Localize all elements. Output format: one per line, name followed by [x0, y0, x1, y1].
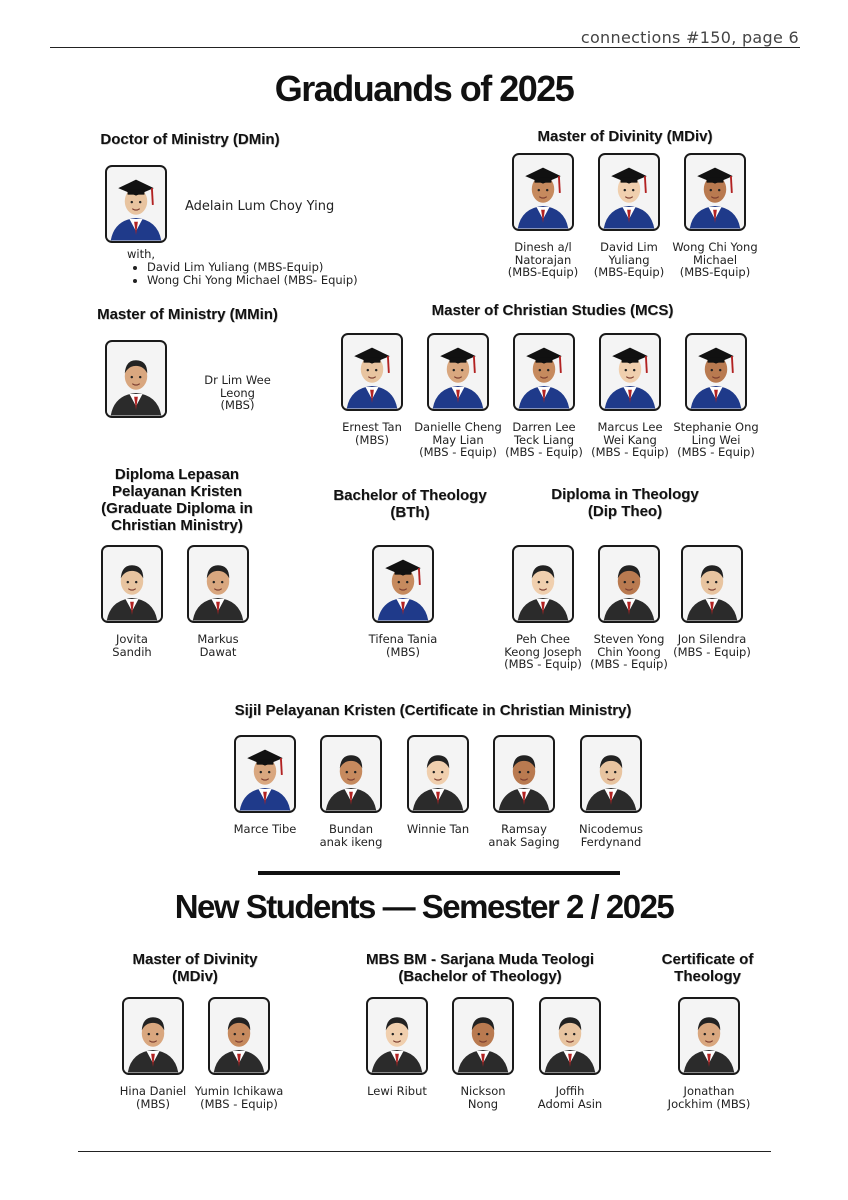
graduate-photo — [427, 333, 489, 411]
graduate-photo — [684, 153, 746, 231]
graduate-photo — [580, 735, 642, 813]
graduate-name: Nicodemus Ferdynand — [578, 822, 643, 849]
graduate-photo — [366, 997, 428, 1075]
graduate-photo — [512, 545, 574, 623]
graduate-name: Lewi Ribut — [367, 1084, 427, 1098]
graduate-name: Markus Dawat — [197, 632, 239, 659]
graduate-photo — [452, 997, 514, 1075]
dmin-person-name: Adelain Lum Choy Ying — [185, 199, 335, 214]
graduate-photo — [681, 545, 743, 623]
graduate-photo — [539, 997, 601, 1075]
graduate-photo — [208, 997, 270, 1075]
bm-heading: MBS BM - Sarjana Muda Teologi (Bachelor of Theology) — [365, 951, 595, 985]
mdiv-heading: Master of Divinity (MDiv) — [537, 128, 713, 145]
mmin-photo — [105, 340, 167, 418]
bth-heading: Bachelor of Theology (BTh) — [333, 487, 487, 521]
mcs-heading: Master of Christian Studies (MCS) — [431, 302, 674, 319]
with-item: • Wong Chi Yong Michael (MBS- Equip) — [147, 274, 358, 287]
graduate-photo — [493, 735, 555, 813]
graduate-photo — [407, 735, 469, 813]
graduate-photo — [341, 333, 403, 411]
graduate-photo — [372, 545, 434, 623]
graduate-name: Yumin Ichikawa (MBS - Equip) — [194, 1084, 284, 1111]
dmin-with-list — [127, 248, 358, 287]
graduate-name: Hina Daniel (MBS) — [119, 1084, 187, 1111]
graduate-name: Steven Yong Chin Yoong (MBS - Equip) — [590, 632, 668, 671]
graduate-name: Ramsay anak Saging — [488, 822, 560, 849]
graduate-name: Jovita Sandih — [112, 632, 152, 659]
graduate-name: Darren Lee Teck Liang (MBS - Equip) — [505, 420, 583, 459]
graduate-name: Jon Silendra (MBS - Equip) — [673, 632, 751, 659]
cert-heading: Certificate of Theology — [661, 951, 754, 985]
graduate-name: Tifena Tania (MBS) — [368, 632, 438, 659]
diptheo-heading: Diploma in Theology (Dip Theo) — [551, 486, 699, 520]
graduate-photo — [513, 333, 575, 411]
mmin-heading: Master of Ministry (MMin) — [97, 306, 278, 323]
dmin-heading: Doctor of Ministry (DMin) — [100, 131, 280, 148]
graduate-name: Bundan anak ikeng — [319, 822, 383, 849]
graduate-name: Peh Chee Keong Joseph (MBS - Equip) — [504, 632, 582, 671]
graduate-photo — [320, 735, 382, 813]
graduate-name: Dinesh a/l Natorajan (MBS-Equip) — [507, 240, 579, 279]
section-divider — [258, 871, 620, 875]
dlpk-heading: Diploma Lepasan Pelayanan Kristen (Graduate Diploma in Christian Ministry) — [101, 466, 253, 534]
graduate-name: Danielle Cheng May Lian (MBS - Equip) — [414, 420, 502, 459]
page-header: connections #150, page 6 — [580, 28, 799, 47]
graduate-photo — [187, 545, 249, 623]
graduate-name: Nickson Nong — [460, 1084, 506, 1111]
graduands-title: Graduands of 2025 — [274, 68, 574, 109]
graduate-photo — [101, 545, 163, 623]
graduate-photo — [678, 997, 740, 1075]
graduate-name: Marce Tibe — [233, 822, 297, 836]
graduate-photo — [512, 153, 574, 231]
graduate-name: Stephanie Ong Ling Wei (MBS - Equip) — [673, 420, 759, 459]
graduate-photo — [122, 997, 184, 1075]
header-rule — [50, 47, 800, 48]
graduate-photo — [598, 153, 660, 231]
with-label: with, — [127, 247, 156, 261]
graduate-name: Wong Chi Yong Michael (MBS-Equip) — [672, 240, 758, 279]
graduate-photo — [598, 545, 660, 623]
new-mdiv-heading: Master of Divinity (MDiv) — [132, 951, 258, 985]
new-students-title: New Students — Semester 2 / 2025 — [174, 888, 674, 925]
graduate-name: Winnie Tan — [406, 822, 470, 836]
spk-heading: Sijil Pelayanan Kristen (Certificate in Christian Ministry) — [234, 702, 632, 719]
mmin-person-name: Dr Lim Wee Leong (MBS) — [204, 373, 271, 412]
graduate-name: Marcus Lee Wei Kang (MBS - Equip) — [591, 420, 669, 459]
graduate-name: David Lim Yuliang (MBS-Equip) — [593, 240, 665, 279]
with-item: • David Lim Yuliang (MBS-Equip) — [147, 261, 358, 274]
graduate-name: Jonathan Jockhim (MBS) — [667, 1084, 751, 1111]
graduate-name: Joffih Adomi Asin — [537, 1084, 603, 1111]
graduate-photo — [599, 333, 661, 411]
footer-rule — [78, 1151, 771, 1152]
graduate-photo — [685, 333, 747, 411]
graduate-name: Ernest Tan (MBS) — [342, 420, 402, 447]
dmin-photo — [105, 165, 167, 243]
graduate-photo — [234, 735, 296, 813]
